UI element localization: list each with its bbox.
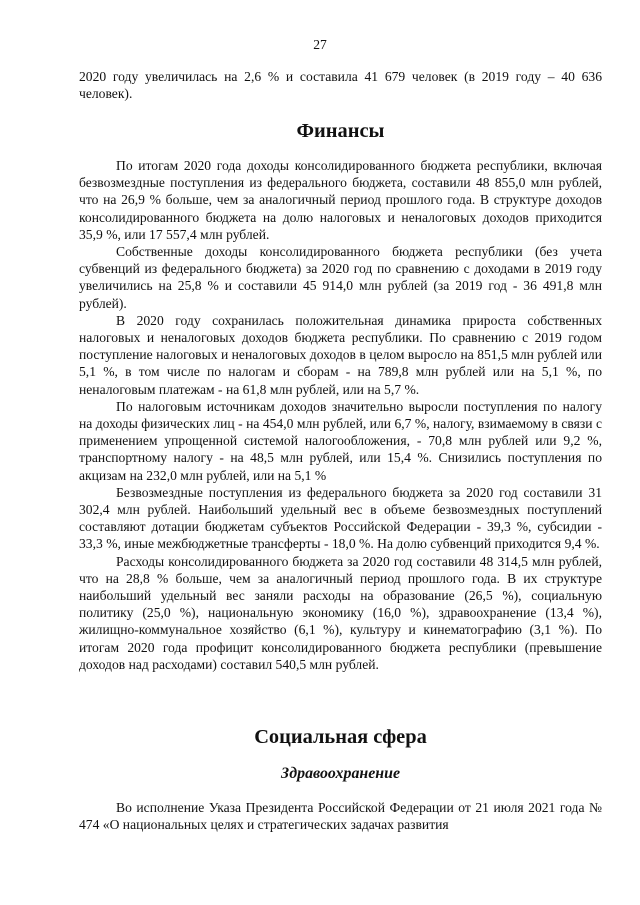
finance-section [79,157,602,673]
finance-paragraph-expenses: Расходы консолидированного бюджета за 2020 год составили 48 314,5 млн рублей, что на 28,8 % больше, чем за аналогичный период прошлого года. В их структуре наибольший удельный вес заняли расходы на образование (26,5 %), социальную политику (25,0 %), национальную экономику (16,0 %), здравоохранение (13,4 %), жилищно-коммунальное хозяйство (6,1 %), культуру и кинематографию (3,1 %). По итогам 2020 года профицит консолидированного бюджета республики (превышение доходов над расходами) составил 540,5 млн рублей. [79,553,602,672]
social-section [79,799,602,833]
healthcare-paragraph-decree: Во исполнение Указа Президента Российской Федерации от 21 июля 2021 года № 474 «О национальных целях и стратегических задачах развития [79,800,602,833]
finance-paragraph-revenue: По итогам 2020 года доходы консолидированного бюджета республики, включая безвозмездные поступления из федерального бюджета, составили 48 855,0 млн рублей, что на 26,9 % больше, чем за аналогичный период прошлого года. В структуре доходов консолидированного бюджета на долю налоговых и неналоговых доходов приходится 35,9 %, или 17 557,4 млн рублей. [79,158,602,242]
intro-paragraph: 2020 году увеличилась на 2,6 % и составила 41 679 человек (в 2019 году – 40 636 человек). [79,69,602,102]
finance-paragraph-own-revenue: Собственные доходы консолидированного бюджета республики (без учета субвенций из федерального бюджета) за 2020 год по сравнению с доходами в 2019 году увеличились на 25,8 % и составили 45 914,0 млн рублей (за 2019 год - 36 491,8 млн рублей). [79,244,602,311]
subsection-heading-healthcare: Здравоохранение [280,765,401,782]
page-number: 27 [313,37,327,52]
intro-text-block [79,68,602,102]
finance-paragraph-tax-dynamics: В 2020 году сохранилась положительная динамика прироста собственных налоговых и неналоговых доходов бюджета республики. По сравнению с 2019 годом поступление налоговых и неналоговых доходов в целом выросло на 851,5 млн рублей или 5,1 %, в том числе по налогам и сборам - на 789,8 млн рублей или на 5,1 %, по неналоговым платежам - на 61,8 млн рублей, или на 5,7 %. [79,312,602,397]
social-heading-block [79,726,602,748]
healthcare-heading-block [79,765,602,782]
section-heading-social: Социальная сфера [254,726,427,748]
section-heading-finance: Финансы [296,120,385,142]
finance-paragraph-tax-sources: По налоговым источникам доходов значительно выросли поступления по налогу на доходы физических лиц - на 454,0 млн рублей, или 6,7 %, налогу, взимаемому в связи с применением упрощенной системой налогообложения, - 70,8 млн рублей или 9,2 %, транспортному налогу - на 48,5 млн рублей, или 15,4 %. Снизились поступления по акцизам на 232,0 млн рублей, или на 5,1 % [79,398,602,483]
finance-paragraph-federal-transfers: Безвозмездные поступления из федерального бюджета за 2020 год составили 31 302,4 млн рублей. Наибольший удельный вес в объеме безвозмездных поступлений составляют дотации бюджетам субъектов Российской Федерации - 39,3 %, субсидии - 33,3 %, иные межбюджетные трансферты - 18,0 %. На долю субвенций приходится 9,4 %. [79,484,602,552]
finance-heading-block [79,120,602,142]
